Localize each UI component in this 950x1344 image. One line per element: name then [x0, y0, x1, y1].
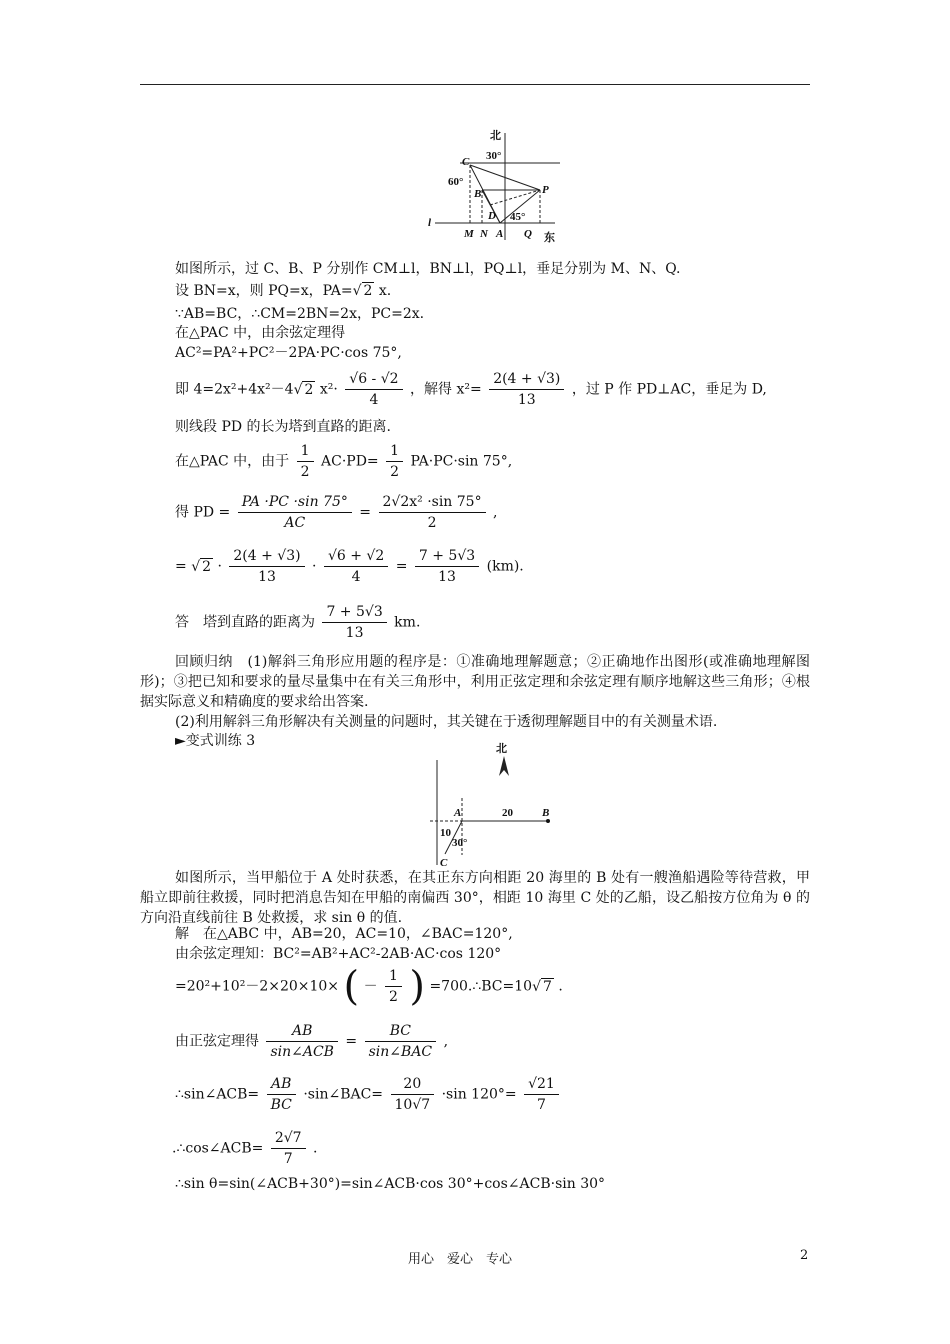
text-line-5: AC²=PA²+PC²－2PA·PC·cos 75°, [175, 345, 402, 361]
text: ·sin 120°= [437, 1086, 517, 1103]
paren-left: ( [343, 963, 360, 1010]
text: 即 4=2x²+4x²－4 [175, 381, 294, 398]
numerator: √6 - √2 [345, 369, 402, 390]
fraction [322, 602, 386, 643]
denominator: 13 [438, 569, 456, 585]
label-C: C [440, 857, 448, 869]
text: － [363, 978, 378, 995]
denominator: 4 [351, 569, 361, 585]
text: = [354, 504, 376, 521]
denominator: sin∠BAC [368, 1044, 433, 1060]
text-line-9 [175, 492, 498, 533]
solution-line-7: ∴sin θ=sin(∠ACB+30°)=sin∠ACB·cos 30°+cos∠ACB·sin 30° [175, 1176, 606, 1192]
label-45deg: 45° [510, 211, 526, 223]
text: = [391, 558, 412, 575]
numerator: 7 + 5√3 [322, 602, 386, 623]
text: x. [374, 283, 392, 299]
text-line-11 [175, 602, 420, 643]
fraction [385, 966, 402, 1007]
text: AC·PD= [316, 453, 379, 470]
fraction [415, 546, 479, 587]
radicand: 2 [304, 381, 314, 398]
numerator: 1 [297, 441, 314, 462]
numerator: AB [267, 1074, 296, 1095]
text: (km). [482, 558, 524, 575]
denominator: BC [270, 1097, 292, 1113]
denominator: 2 [300, 464, 310, 480]
text-line-3: ∵AB=BC，∴CM=2BN=2x，PC=2x. [175, 306, 425, 322]
text: , [488, 504, 498, 521]
north-arrow-icon [499, 756, 509, 776]
review-paragraph-1: 回顾归纳 (1)解斜三角形应用题的程序是：①准确地理解题意；②正确地作出图形(或准确地理解图形)；③把已知和要求的量尽量集中在有关三角形中，利用正弦定理和余弦定理有顺序地解这些三角形；④根据实际意义和精确度的要求给出答案. [140, 654, 810, 710]
fraction [324, 546, 388, 587]
numerator: 2(4 + √3) [489, 369, 564, 390]
sqrt: √ 2 [293, 381, 314, 398]
sqrt: √ 2 [191, 558, 212, 575]
fraction [524, 1074, 559, 1115]
denominator: 4 [369, 392, 379, 408]
text: 得 PD = [175, 504, 231, 521]
fraction [345, 369, 402, 410]
numerator: 20 [391, 1074, 435, 1095]
label-D: D [488, 210, 496, 222]
numerator: 2(4 + √3) [229, 546, 304, 567]
label-A: A [496, 228, 504, 240]
text: 设 BN=x，则 PQ=x，PA= [175, 283, 353, 299]
fraction [297, 441, 314, 482]
fraction [386, 441, 403, 482]
denominator: AC [284, 515, 306, 531]
solution-line-5 [175, 1074, 562, 1115]
text: ∴sin∠ACB= [175, 1086, 260, 1103]
fraction [391, 1074, 435, 1115]
numerator: 2√7 [271, 1128, 306, 1149]
solution-line-3 [175, 963, 563, 1010]
solution-line-2: 由余弦定理知：BC²=AB²+AC²-2AB·AC·cos 120° [175, 946, 502, 962]
label-east: 东 [544, 231, 555, 244]
text-line-8 [175, 441, 512, 482]
text-line-10: = √ 2 · $\frac{2(4 + √3)}{13}$ · $\frac{√6 + √2}{4}$ = $\frac{7 + 5√3}{13}$ (km). [175, 548, 524, 585]
text: x²· [315, 381, 338, 398]
denominator: 2 [390, 464, 400, 480]
sqrt: √ 7 [532, 978, 552, 995]
fraction [379, 492, 486, 533]
denominator: 7 [283, 1151, 293, 1167]
fraction [238, 492, 352, 533]
solution-line-4 [175, 1021, 448, 1062]
label-B: B [542, 807, 550, 819]
denominator: 13 [258, 569, 276, 585]
fraction [266, 1021, 338, 1062]
denominator: 13 [517, 392, 536, 408]
text: 答 塔到直路的距离为 [175, 614, 315, 631]
text-line-6 [175, 369, 767, 410]
label-l: l [428, 217, 432, 229]
denominator: sin∠ACB [270, 1044, 334, 1060]
label-M: M [464, 228, 474, 240]
text: , [439, 1033, 449, 1050]
label-P: P [542, 184, 549, 196]
denominator: 13 [345, 625, 364, 641]
label-north: 北 [490, 129, 501, 142]
review-paragraph-2: (2)利用解斜三角形解决有关测量的问题时，其关键在于透彻理解题目中的有关测量术语. [175, 714, 718, 730]
fraction [489, 369, 564, 410]
variant-heading: ►变式训练 3 [175, 733, 256, 749]
diagram-ship-rescue [420, 740, 560, 870]
page-number: 2 [800, 1248, 809, 1263]
label-north: 北 [496, 742, 507, 755]
sqrt: √ 2 [352, 283, 373, 299]
text: 由正弦定理得 [175, 1033, 259, 1050]
text: ·sin∠BAC= [298, 1086, 384, 1103]
label-20: 20 [502, 807, 513, 819]
solution-line-1: 解 在△ABC 中，AB=20，AC=10，∠BAC=120°, [175, 926, 513, 942]
label-N: N [480, 228, 488, 240]
numerator: BC [365, 1021, 437, 1042]
numerator: 1 [386, 441, 403, 462]
denominator: 2 [389, 989, 398, 1005]
label-C: C [462, 156, 470, 168]
text: . [553, 978, 563, 995]
numerator: √21 [524, 1074, 559, 1095]
header-rule [140, 84, 810, 85]
text: ，解得 x²= [410, 381, 482, 398]
text-line-1: 如图所示，过 C、B、P 分别作 CM⊥l，BN⊥l，PQ⊥l，垂足分别为 M、N、Q. [175, 261, 681, 277]
label-Q: Q [524, 228, 532, 240]
numerator: 1 [385, 966, 402, 987]
numerator: 2√2x² ·sin 75° [379, 492, 486, 513]
footer-motto: 用心 爱心 专心 [408, 1252, 513, 1267]
text: =20²+10²－2×20×10× [175, 978, 340, 995]
label-B: B [474, 188, 482, 200]
text: PA·PC·sin 75°, [406, 453, 513, 470]
text-line-2 [175, 282, 391, 300]
text-line-4: 在△PAC 中，由余弦定理得 [175, 325, 346, 341]
label-30deg: 30° [452, 837, 468, 849]
denominator: 7 [537, 1097, 546, 1113]
numerator: PA ·PC ·sin 75° [238, 492, 352, 513]
text: km. [389, 614, 421, 631]
numerator: √6 + √2 [324, 546, 388, 567]
text: = [340, 1033, 362, 1050]
fraction [271, 1128, 306, 1169]
value: 6 - √2 [358, 371, 399, 387]
text-line-7: 则线段 PD 的长为塔到直路的距离. [175, 419, 391, 435]
text: .∴cos∠ACB= [172, 1140, 264, 1157]
label-60deg: 60° [448, 176, 464, 188]
fraction [365, 1021, 437, 1062]
radicand: 2 [363, 283, 373, 299]
diagram-tower-road [420, 125, 570, 245]
fraction [229, 546, 304, 587]
radicand: 2 [202, 558, 212, 575]
label-A: A [454, 807, 462, 819]
problem-paragraph: 如图所示，当甲船位于 A 处时获悉，在其正东方向相距 20 海里的 B 处有一艘渔船遇险等待营救，甲船立即前往救援，同时把消息告知在甲船的南偏西 30°，相距 10 海里 C 处的乙船，设乙船按方位角为 θ 的方向沿直线前往 B 处救援，求 sin θ 的值. [140, 870, 810, 926]
denominator: 10√7 [394, 1097, 431, 1113]
denominator: 2 [427, 515, 437, 531]
text: . [308, 1140, 318, 1157]
label-10: 10 [440, 827, 451, 839]
label-30deg: 30° [486, 150, 502, 162]
text: = [175, 558, 192, 575]
numerator: 7 + 5√3 [415, 546, 479, 567]
text: ，过 P 作 PD⊥AC，垂足为 D, [571, 381, 767, 398]
paren-right: ) [409, 963, 425, 1010]
text: 在△PAC 中，由于 [175, 453, 290, 470]
text: =700.∴BC=10 [425, 978, 533, 995]
numerator: AB [266, 1021, 338, 1042]
fraction [267, 1074, 296, 1115]
radicand: 7 [543, 978, 552, 995]
solution-line-6 [172, 1128, 318, 1169]
